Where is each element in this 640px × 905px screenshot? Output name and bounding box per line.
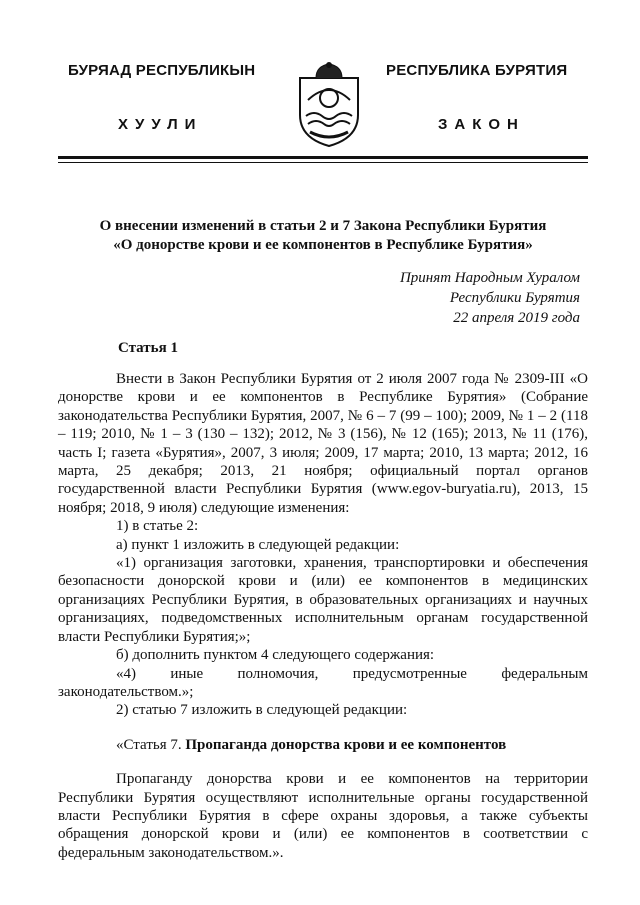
item-1a-text: «1) организация заготовки, хранения, транспортировки и обеспечения безопасности донорской крови и (или) ее компонентов в медицинских организациях Республики Бурятия, в образовательных организациях и научных организациях, подведомственных исполнительным органам государственной власти Республики Бурятия;»; [58,555,588,645]
article-intro: Внести в Закон Республики Бурятия от 2 июля 2007 года № 2309-III «О донорстве крови и ее компонентов в Республике Бурятия» (Собрание законодательства Республики Бурятия, 2007, № 6 – 7 (99 – 100); 2009, № 1 – 2 (118 – 119; 2010, № 1 – 3 (130 – 132); 2012, № 3 (156), № 12 (165); 2013, № 11 (176), часть I; газета «Бурятия», 2007, 3 июля; 2009, 17 марта; 2010, 13 марта; 2012, 16 марта, 25 декабря; 2013, 21 ноября; официальный портал органов государственной власти Республики Бурятия (www.egov-buryatia.ru), 2013, 15 ноября; 2018, 9 июля) следующие изменения: [58,371,588,516]
article-heading: Статья 1 [118,340,178,356]
article7-prefix: «Статья 7. [116,736,186,753]
header-left-title: БУРЯАД РЕСПУБЛИКЫН [68,62,256,79]
header-divider-thin [58,162,588,163]
article7-heading [58,736,588,754]
item-2: 2) статью 7 изложить в следующей редакции: [116,702,408,719]
law-title-line2: «О донорстве крови и ее компонентов в Республике Бурятия» [113,237,533,253]
adoption-date: 22 апреля 2019 года [453,310,580,326]
article7-text: Пропаганду донорства крови и ее компонентов на территории Республики Бурятия осуществляют исполнительные органы государственной власти Республики Бурятия в сфере охраны здоровья, а также субъекты обращения донорской крови и (или) ее компонентов в соответствии с федеральным законодательством.». [58,771,588,861]
item-1b: б) дополнить пунктом 4 следующего содержания: [116,647,435,664]
item-1a: а) пункт 1 изложить в следующей редакции: [116,536,400,553]
law-title-line1: О внесении изменений в статьи 2 и 7 Закона Республики Бурятия [99,218,547,234]
adoption-line2: Республики Бурятия [449,290,580,306]
header-left-subtitle: ХУУЛИ [118,116,203,133]
article7-title: Пропаганда донорства крови и ее компонентов [185,736,507,753]
header-right-title: РЕСПУБЛИКА БУРЯТИЯ [386,62,568,79]
adoption-note [320,268,580,328]
header-divider-thick [58,156,588,159]
law-title [58,217,588,255]
spacer [58,754,588,770]
item-1b-text: «4) иные полномочия, предусмотренные федеральным законодательством.»; [58,665,588,700]
header-right-subtitle: ЗАКОН [438,116,525,133]
spacer [58,720,588,736]
adoption-line1: Принят Народным Хуралом [399,270,580,286]
coat-of-arms-icon [294,60,364,148]
item-1: 1) в статье 2: [116,518,199,535]
article-body [58,370,588,862]
